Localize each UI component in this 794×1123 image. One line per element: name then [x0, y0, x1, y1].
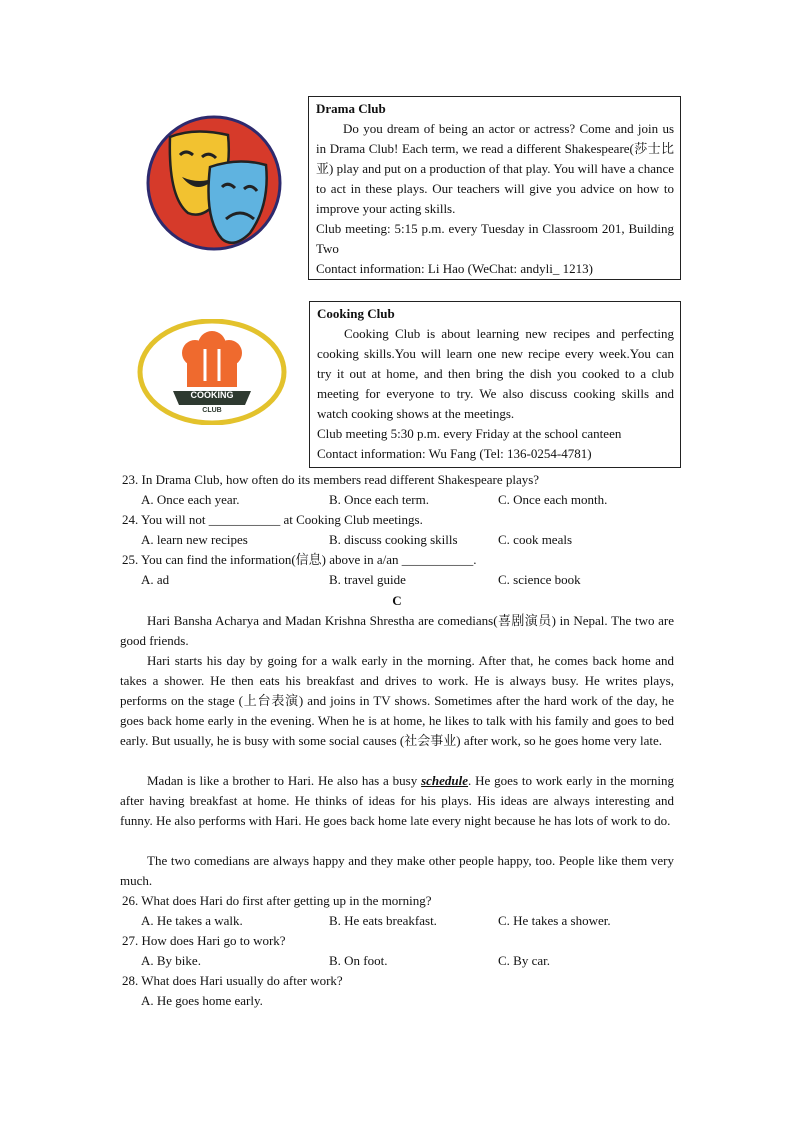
q23-option-b: B. Once each term.: [329, 492, 429, 507]
cooking-club-card: [309, 301, 681, 468]
question-23: 23. In Drama Club, how often do its members read different Shakespeare plays?: [122, 472, 540, 487]
q23-option-c: C. Once each month.: [498, 492, 608, 507]
keyword-schedule: schedule: [421, 773, 469, 788]
cooking-logo-text: COOKING: [190, 390, 234, 400]
passage-paragraph-4: The two comedians are always happy and they make other people happy, too. People like them very much.: [120, 853, 674, 888]
drama-club-card: [308, 96, 681, 280]
drama-club-title: Drama Club: [316, 101, 386, 116]
q25-option-a: A. ad: [141, 572, 170, 587]
drama-masks-icon: [146, 115, 282, 253]
q26-option-a: A. He takes a walk.: [141, 913, 243, 928]
section-heading: C: [392, 593, 402, 608]
q26-option-c: C. He takes a shower.: [498, 913, 611, 928]
q23-option-a: A. Once each year.: [141, 492, 240, 507]
drama-club-meeting: Club meeting: 5:15 p.m. every Tuesday in Classroom 201, Building Two: [316, 221, 674, 256]
q26-option-b: B. He eats breakfast.: [329, 913, 437, 928]
cooking-club-meeting: Club meeting 5:30 p.m. every Friday at the school canteen: [317, 426, 622, 441]
passage-paragraph-3-start: Madan is like a brother to Hari. He also has a busy: [147, 773, 422, 788]
q28-option-a: A. He goes home early.: [141, 993, 263, 1008]
cooking-club-title: Cooking Club: [317, 306, 395, 321]
q27-option-c: C. By car.: [498, 953, 550, 968]
q24-option-c: C. cook meals: [498, 532, 573, 547]
cooking-club-description: Cooking Club is about learning new recipes and perfecting cooking skills.You will learn one new recipe every week.You can try it out at home, and then bring the dish you cooked to a club meeting for everyone to try. We also discuss cooking skills and watch cooking shows at the meetings.: [317, 326, 674, 421]
q27-option-a: A. By bike.: [141, 953, 201, 968]
drama-club-contact: Contact information: Li Hao (WeChat: andyli_ 1213): [316, 261, 593, 276]
q24-option-b: B. discuss cooking skills: [329, 532, 458, 547]
passage-paragraph-3: [120, 771, 674, 831]
cooking-club-contact: Contact information: Wu Fang (Tel: 136-0254-4781): [317, 446, 592, 461]
question-26: 26. What does Hari do first after getting up in the morning?: [122, 893, 432, 908]
q24-option-a: A. learn new recipes: [141, 532, 248, 547]
passage-paragraph-1: Hari Bansha Acharya and Madan Krishna Shrestha are comedians(喜剧演员) in Nepal. The two are good friends.: [120, 613, 674, 648]
passage-paragraph-2: Hari starts his day by going for a walk early in the morning. After that, he comes back home and takes a shower. He then eats his breakfast and drives to work. He is always busy. He writes plays, performs on the stage (上台表演) and joins in TV shows. Sometimes after the hard work of the day, he goes back home early in the evening. When he is at home, he likes to talk with his family and goes to bed early. But usually, he is busy with some social causes (社会事业) after work, so he goes home very late.: [120, 653, 674, 748]
q27-option-b: B. On foot.: [329, 953, 388, 968]
question-24: 24. You will not ___________ at Cooking Club meetings.: [122, 512, 423, 527]
question-27: 27. How does Hari go to work?: [122, 933, 286, 948]
cooking-logo-subtext: CLUB: [202, 407, 222, 414]
cooking-club-logo: [137, 319, 287, 425]
passage-paragraph-3-end: . He goes to work early in the morning after having breakfast at home. He thinks of ideas for his plays. His ideas are always interesting and funny. He also performs with Hari. He goes back home late every night because he has lots of work to do.: [120, 773, 675, 828]
q25-option-b: B. travel guide: [329, 572, 406, 587]
drama-club-description: Do you dream of being an actor or actress? Come and join us in Drama Club! Each term, we read a different Shakespeare(莎士比亚) play and put on a production of that play. You will have a chance to act in these plays. Our teachers will give you advice on how to improve your acting skills.: [316, 121, 675, 216]
question-28: 28. What does Hari usually do after work?: [122, 973, 343, 988]
q25-option-c: C. science book: [498, 572, 581, 587]
question-25: 25. You can find the information(信息) above in a/an ___________.: [122, 552, 477, 567]
